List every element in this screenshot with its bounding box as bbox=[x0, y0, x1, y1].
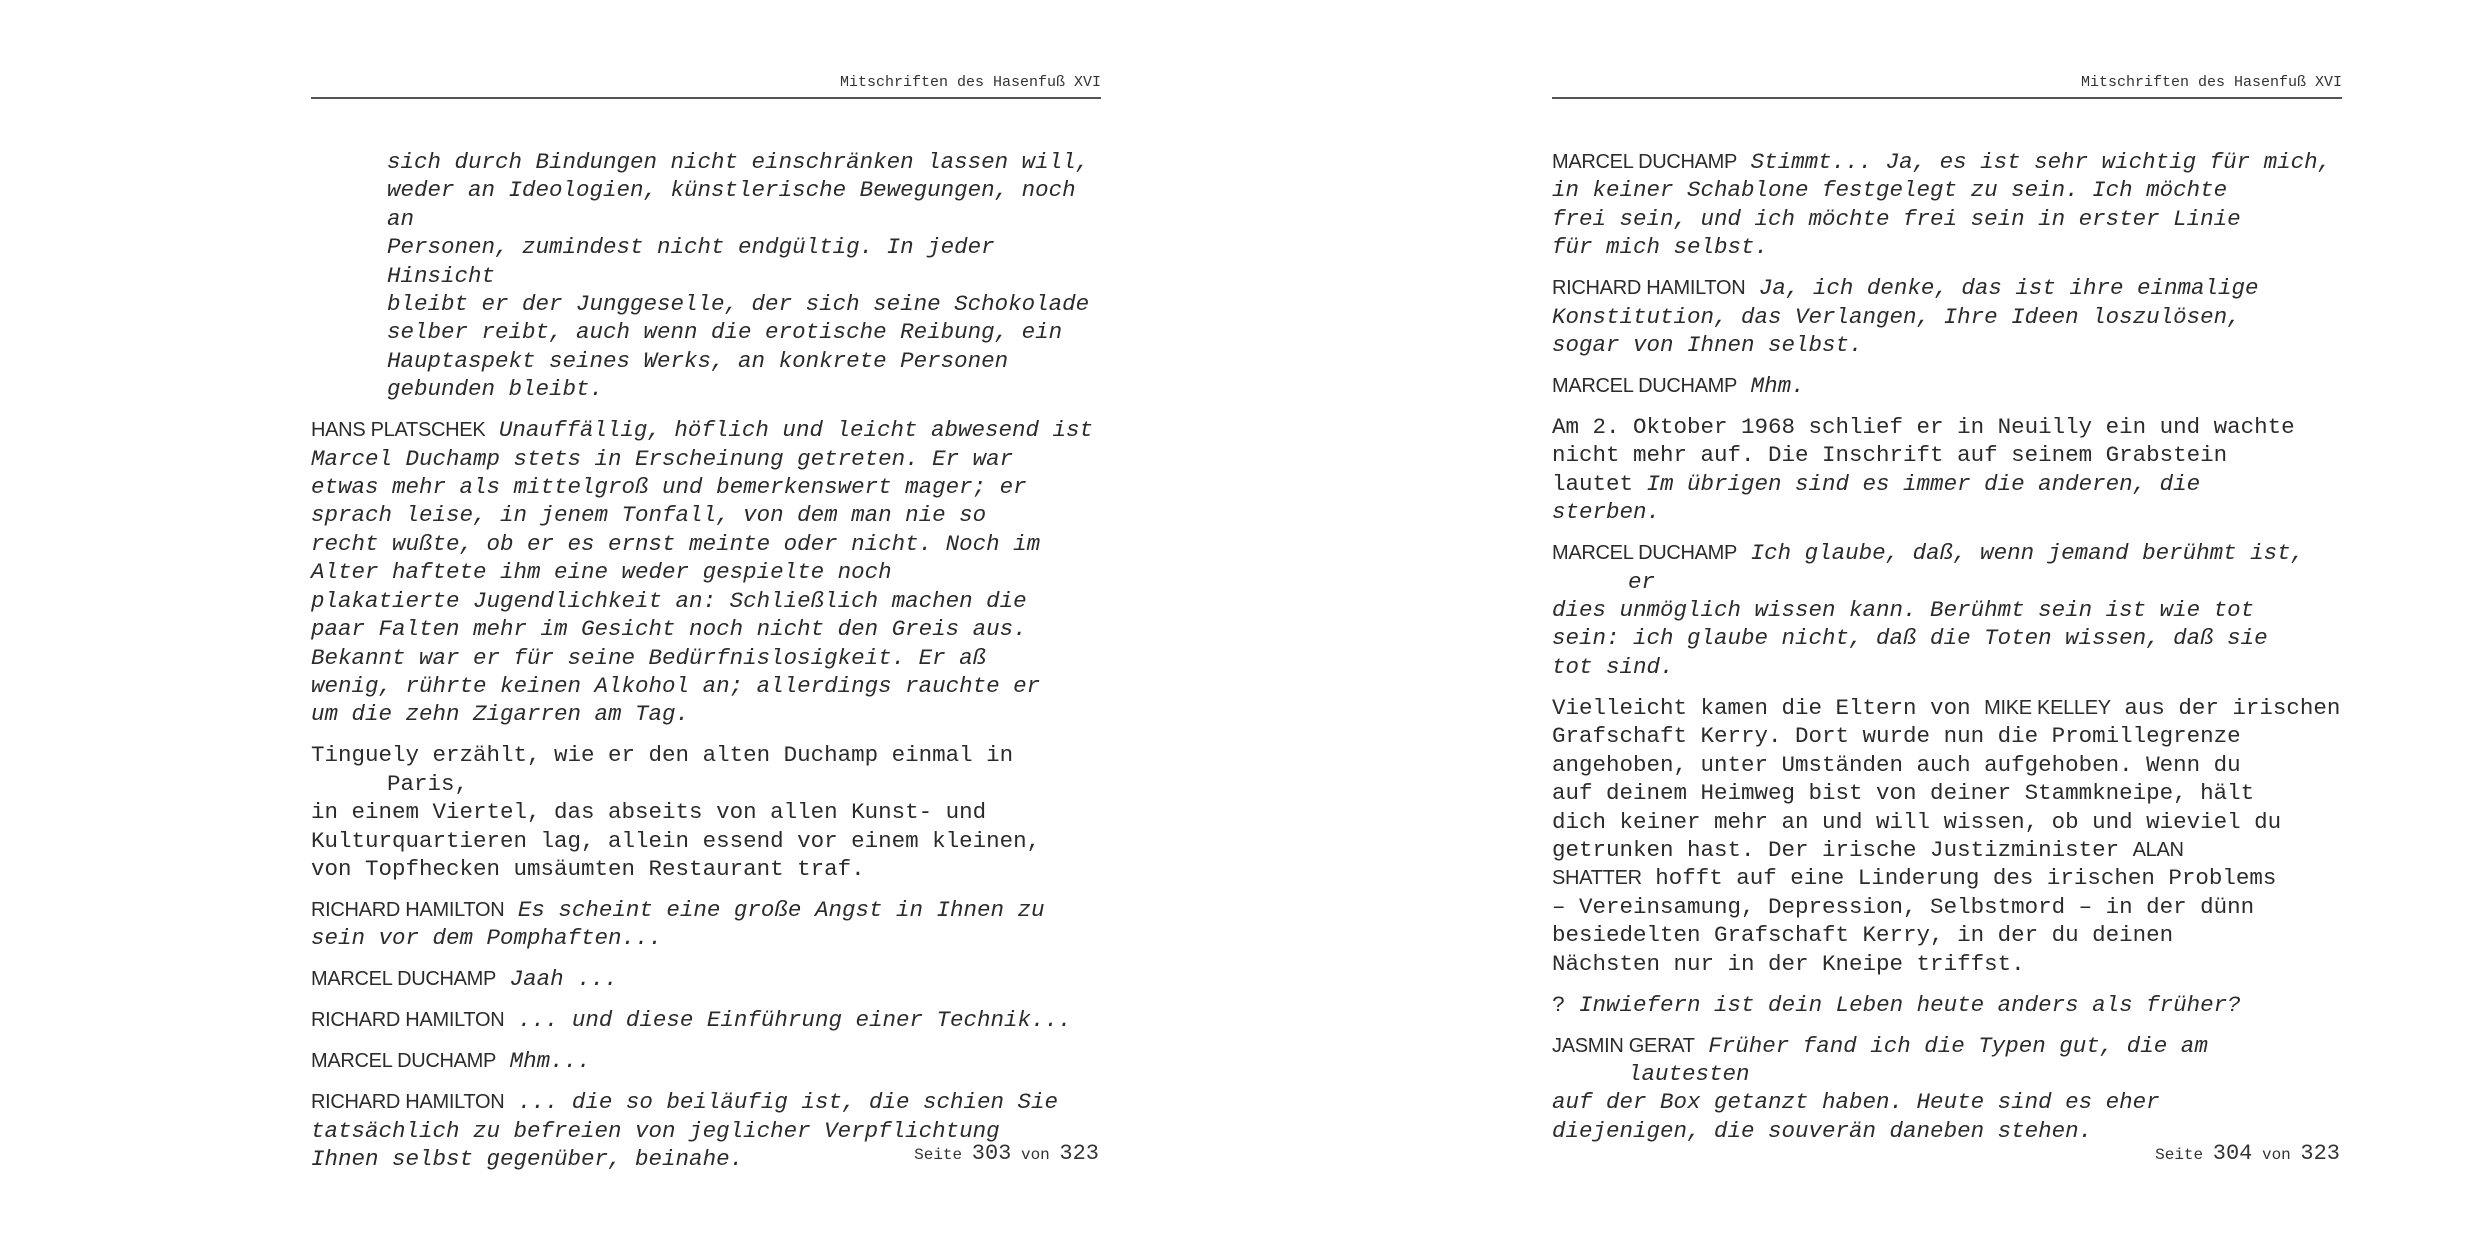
quote-text: sterben. bbox=[1552, 499, 1661, 526]
text-line: von Topfhecken umsäumten Restaurant traf. bbox=[311, 855, 865, 882]
speaker-name: RICHARD HAMILTON bbox=[1552, 277, 1746, 300]
text-line: dich keiner mehr an und will wissen, ob und wieviel du bbox=[1552, 808, 2282, 835]
text-line: recht wußte, ob er es ernst meinte oder nicht. Noch im bbox=[311, 530, 1041, 557]
text-line: dies unmöglich wissen kann. Berühmt sein ist wie tot bbox=[1552, 597, 2255, 624]
text-line: Ihnen selbst gegenüber, beinahe. bbox=[311, 1146, 744, 1173]
page-body bbox=[311, 148, 1101, 1186]
page-total: 323 bbox=[2300, 1141, 2340, 1166]
question-text: Inwiefern ist dein Leben heute anders als früher? bbox=[1579, 991, 2241, 1018]
quote-text: Im übrigen sind es immer die anderen, die bbox=[1646, 470, 2201, 497]
speaker-name: HANS PLATSCHEK bbox=[311, 419, 486, 442]
question-paragraph bbox=[1552, 991, 2342, 1019]
footer-label: Seite bbox=[914, 1146, 963, 1164]
dialogue-paragraph bbox=[1552, 148, 2342, 262]
text-line: aus der irischen bbox=[2110, 694, 2341, 721]
text-line: in einem Viertel, das abseits von allen Kunst- und bbox=[311, 799, 987, 826]
footer-label: von bbox=[2261, 1146, 2291, 1164]
speaker-name: RICHARD HAMILTON bbox=[311, 1091, 505, 1114]
dialogue-paragraph bbox=[311, 965, 1101, 993]
text-line: selber reibt, auch wenn die erotische Reibung, ein bbox=[387, 319, 1063, 346]
paragraph bbox=[1552, 413, 2342, 527]
paragraph bbox=[311, 148, 1101, 404]
text-line: weder an Ideologien, künstlerische Bewegungen, noch an bbox=[387, 177, 1076, 232]
text-line: Am 2. Oktober 1968 schlief er in Neuilly ein und wachte bbox=[1552, 414, 2295, 441]
text-line: tot sind. bbox=[1552, 653, 1674, 680]
speaker-name: MARCEL DUCHAMP bbox=[1552, 375, 1738, 398]
text-line: Tinguely erzählt, wie er den alten Duchamp einmal in Paris, bbox=[311, 742, 1014, 797]
dialogue-paragraph bbox=[1552, 1032, 2342, 1146]
text-line: Ja, ich denke, das ist ihre einmalige bbox=[1758, 275, 2259, 302]
text-line: Bekannt war er für seine Bedürfnislosigkeit. Er aß bbox=[311, 644, 987, 671]
text-line: Ich glaube, daß, wenn jemand berühmt ist, er bbox=[1628, 540, 2305, 595]
dialogue-paragraph bbox=[1552, 274, 2342, 359]
text-line: Grafschaft Kerry. Dort wurde nun die Promillegrenze bbox=[1552, 723, 2241, 750]
text-line: in keiner Schablone festgelegt zu sein. Ich möchte bbox=[1552, 177, 2228, 204]
page-body bbox=[1552, 148, 2342, 1158]
dialogue-paragraph bbox=[1552, 539, 2342, 681]
text-line: Stimmt... Ja, es ist sehr wichtig für mich, bbox=[1750, 149, 2332, 175]
page-number: 304 bbox=[2212, 1141, 2253, 1166]
text-line: Konstitution, das Verlangen, Ihre Ideen loszulösen, bbox=[1552, 303, 2241, 330]
text-line: sprach leise, in jenem Tonfall, von dem man nie so bbox=[311, 502, 987, 529]
text-line: etwas mehr als mittelgroß und bemerkenswert mager; er bbox=[311, 474, 1027, 501]
text-line: getrunken hast. Der irische Justizminister bbox=[1552, 836, 2133, 863]
page-footer bbox=[914, 1141, 1099, 1166]
text-line: sein: ich glaube nicht, daß die Toten wissen, daß sie bbox=[1552, 625, 2268, 652]
text-line: auf deinem Heimweg bist von deiner Stammkneipe, hält bbox=[1552, 780, 2255, 807]
text-line: besiedelten Grafschaft Kerry, in der du deinen bbox=[1552, 922, 2174, 949]
text-line: – Vereinsamung, Depression, Selbstmord – in der dünn bbox=[1552, 893, 2255, 920]
person-name: MIKE KELLEY bbox=[1984, 696, 2111, 719]
text-line: Alter haftete ihm eine weder gespielte noch bbox=[311, 559, 892, 586]
text-line: Kulturquartieren lag, allein essend vor einem kleinen, bbox=[311, 827, 1041, 854]
text-line: Vielleicht kamen die Eltern von bbox=[1552, 694, 1985, 721]
left-page bbox=[311, 0, 1101, 1240]
text-line: tatsächlich zu befreien von jeglicher Verpflichtung bbox=[311, 1117, 1000, 1144]
text-line: lautet bbox=[1552, 470, 1647, 497]
speaker-name: MARCEL DUCHAMP bbox=[1552, 542, 1738, 565]
text-line: Jaah ... bbox=[509, 966, 618, 993]
dialogue-paragraph bbox=[311, 896, 1101, 953]
text-line: Marcel Duchamp stets in Erscheinung getreten. Er war bbox=[311, 445, 1014, 472]
text-line: plakatierte Jugendlichkeit an: Schließlich machen die bbox=[311, 587, 1027, 614]
speaker-name: MARCEL DUCHAMP bbox=[311, 1050, 497, 1073]
question-mark: ? bbox=[1552, 991, 1566, 1018]
person-name: SHATTER bbox=[1552, 867, 1642, 890]
text-line: Nächsten nur in der Kneipe triffst. bbox=[1552, 950, 2025, 977]
speaker-name: RICHARD HAMILTON bbox=[311, 898, 505, 921]
speaker-name: JASMIN GERAT bbox=[1552, 1034, 1695, 1057]
text-line: Früher fand ich die Typen gut, die am lautesten bbox=[1628, 1032, 2208, 1087]
person-name: ALAN bbox=[2132, 838, 2184, 861]
page-total: 323 bbox=[1059, 1141, 1099, 1166]
text-line: gebunden bleibt. bbox=[387, 376, 604, 403]
text-line: ... die so beiläufig ist, die schien Sie bbox=[517, 1089, 1058, 1116]
speaker-name: MARCEL DUCHAMP bbox=[1552, 151, 1738, 173]
text-line: auf der Box getanzt haben. Heute sind es eher bbox=[1552, 1089, 2160, 1116]
dialogue-paragraph bbox=[1552, 372, 2342, 400]
text-line: hofft auf eine Linderung des irischen Problems bbox=[1641, 865, 2277, 892]
speaker-name: RICHARD HAMILTON bbox=[311, 1009, 505, 1032]
text-line: diejenigen, die souverän daneben stehen. bbox=[1552, 1117, 2093, 1144]
text-line: Personen, zumindest nicht endgültig. In jeder Hinsicht bbox=[387, 234, 995, 289]
dialogue-paragraph bbox=[311, 1047, 1101, 1075]
page-number: 303 bbox=[971, 1141, 1012, 1166]
text-line: Mhm... bbox=[509, 1048, 591, 1075]
dialogue-paragraph bbox=[311, 1006, 1101, 1034]
right-page bbox=[1552, 0, 2342, 1240]
text-line: Mhm. bbox=[1750, 373, 1805, 400]
text-line: Es scheint eine große Angst in Ihnen zu bbox=[517, 896, 1045, 923]
text-line: sein vor dem Pomphaften... bbox=[311, 925, 663, 952]
text-line: sogar von Ihnen selbst. bbox=[1552, 332, 1863, 359]
running-header: Mitschriften des Hasenfuß XVI bbox=[311, 74, 1101, 99]
footer-label: Seite bbox=[2155, 1146, 2204, 1164]
speaker-name: MARCEL DUCHAMP bbox=[311, 968, 497, 991]
text-line: nicht mehr auf. Die Inschrift auf seinem Grabstein bbox=[1552, 442, 2228, 469]
text-line: Unauffällig, höflich und leicht abwesend ist bbox=[498, 417, 1093, 444]
text-line: angehoben, unter Umständen auch aufgehoben. Wenn du bbox=[1552, 751, 2241, 778]
text-line: ... und diese Einführung einer Technik... bbox=[517, 1007, 1072, 1034]
paragraph bbox=[1552, 694, 2342, 978]
footer-label: von bbox=[1020, 1146, 1050, 1164]
paragraph bbox=[311, 741, 1101, 883]
text-line: paar Falten mehr im Gesicht noch nicht den Greis aus. bbox=[311, 616, 1027, 643]
text-line: wenig, rührte keinen Alkohol an; allerdings rauchte er bbox=[311, 672, 1041, 699]
text-line: bleibt er der Junggeselle, der sich seine Schokolade bbox=[387, 291, 1090, 318]
page-footer bbox=[2155, 1141, 2340, 1166]
text-line: um die zehn Zigarren am Tag. bbox=[311, 701, 690, 728]
running-header: Mitschriften des Hasenfuß XVI bbox=[1552, 74, 2342, 99]
text-line: Hauptaspekt seines Werks, an konkrete Personen bbox=[387, 347, 1009, 374]
text-line: frei sein, und ich möchte frei sein in erster Linie bbox=[1552, 205, 2241, 232]
text-line: sich durch Bindungen nicht einschränken lassen will, bbox=[387, 149, 1090, 175]
dialogue-paragraph bbox=[311, 416, 1101, 728]
text-line: für mich selbst. bbox=[1552, 234, 1769, 261]
